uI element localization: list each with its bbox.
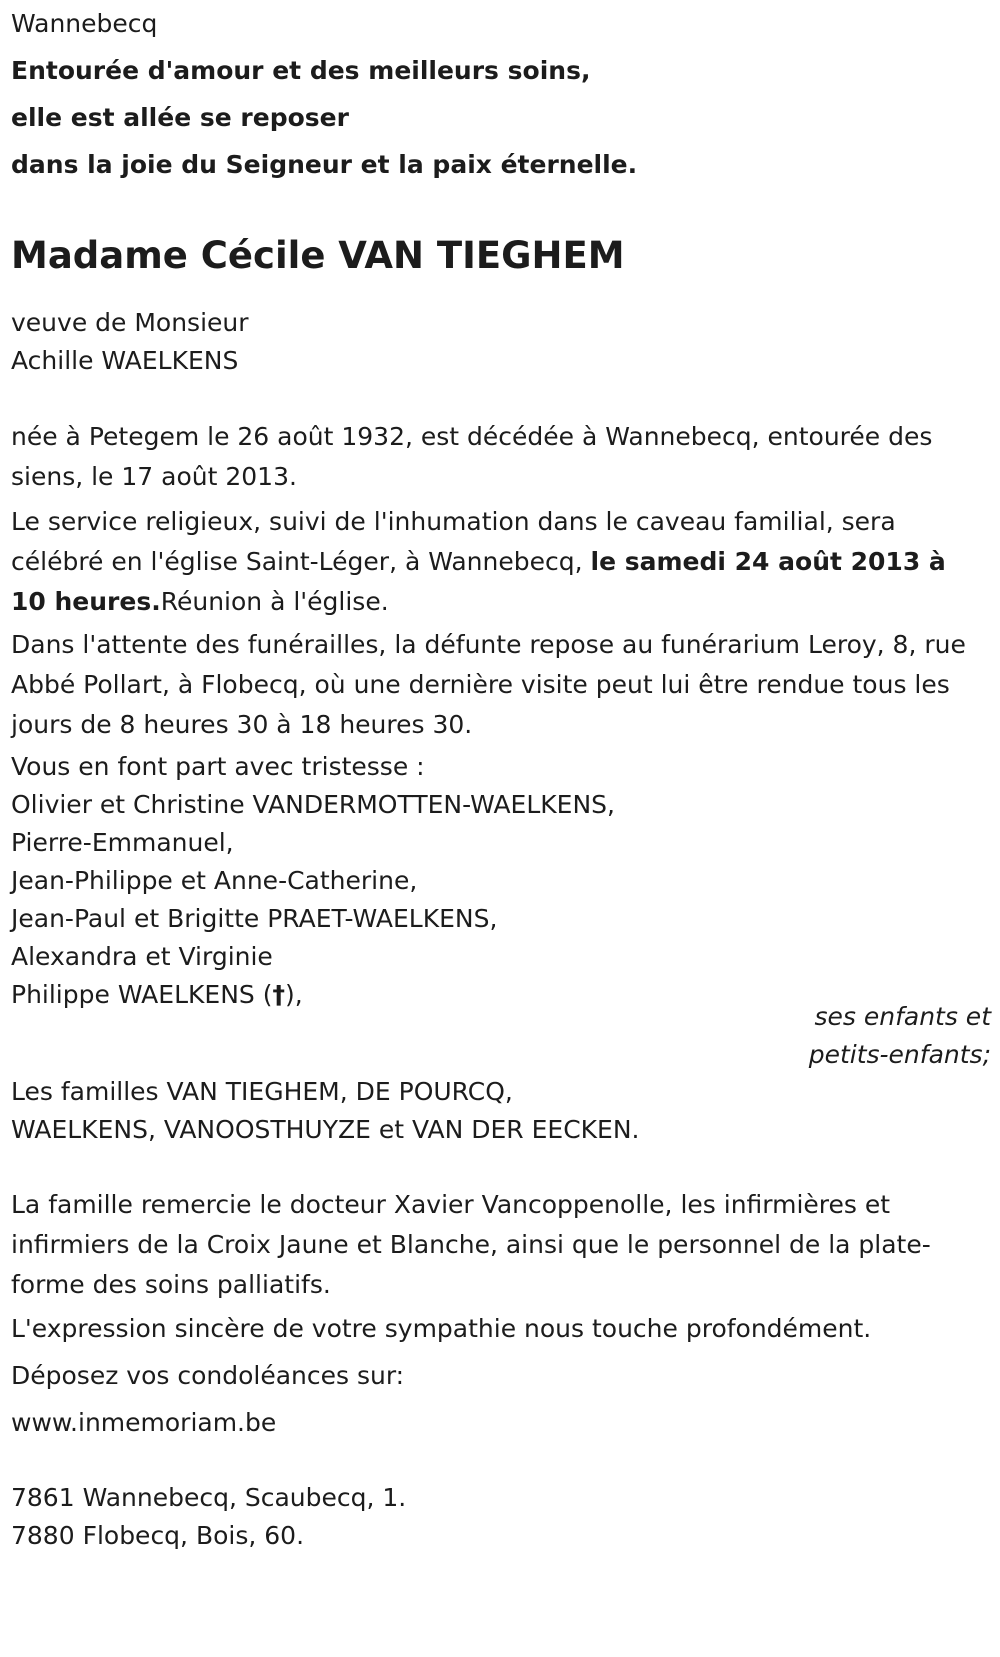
- spouse-line-1: veuve de Monsieur: [11, 308, 249, 337]
- sympathy-line: L'expression sincère de votre sympathie nous touche profondément.: [11, 1314, 872, 1343]
- role-line-1: ses enfants et: [814, 1002, 991, 1031]
- families-line-2: WAELKENS, VANOOSTHUYZE et VAN DER EECKEN.: [11, 1115, 640, 1144]
- service-date: le samedi 24 août 2013 à 10 heures.: [11, 547, 946, 616]
- location-header: Wannebecq: [11, 9, 158, 38]
- address-line-1: 7861 Wannebecq, Scaubecq, 1.: [11, 1483, 407, 1512]
- spouse-line-2: Achille WAELKENS: [11, 346, 239, 375]
- deceased-name: Madame Cécile VAN TIEGHEM: [11, 234, 625, 277]
- family-intro: Vous en font part avec tristesse :: [11, 752, 425, 781]
- condolences-label: Déposez vos condoléances sur:: [11, 1361, 405, 1390]
- website-link[interactable]: www.inmemoriam.be: [11, 1408, 277, 1437]
- families-line-1: Les familles VAN TIEGHEM, DE POURCQ,: [11, 1077, 513, 1106]
- address-line-2: 7880 Flobecq, Bois, 60.: [11, 1521, 305, 1550]
- role-line-2: petits-enfants;: [808, 1040, 991, 1069]
- poem-line-2: elle est allée se reposer: [11, 103, 349, 132]
- visit-paragraph: Dans l'attente des funérailles, la défunte repose au funérarium Leroy, 8, rue Abbé Pollart, à Flobecq, où une dernière visite peut lui être rendue tous les jours de 8 heures 30 à 18 heures 30.: [11, 630, 966, 739]
- family-member: Alexandra et Virginie: [11, 942, 273, 971]
- birth-death-paragraph: née à Petegem le 26 août 1932, est décédée à Wannebecq, entourée des siens, le 17 août 2013.: [11, 422, 933, 491]
- service-text: Le service religieux, suivi de l'inhumation dans le caveau familial, sera célébré en l'église Saint-Léger, à Wannebecq,: [11, 507, 896, 576]
- cross-icon: †: [272, 980, 285, 1009]
- service-paragraph: [11, 502, 971, 622]
- service-meeting: Réunion à l'église.: [160, 587, 389, 616]
- family-member: Jean-Philippe et Anne-Catherine,: [11, 866, 418, 895]
- family-member: Pierre-Emmanuel,: [11, 828, 234, 857]
- family-member-deceased: Philippe WAELKENS (†),: [11, 980, 303, 1009]
- thanks-paragraph: La famille remercie le docteur Xavier Vancoppenolle, les infirmières et infirmiers de la Croix Jaune et Blanche, ainsi que le personnel de la plate-forme des soins palliatifs.: [11, 1190, 931, 1299]
- poem-line-1: Entourée d'amour et des meilleurs soins,: [11, 56, 591, 85]
- poem-line-3: dans la joie du Seigneur et la paix éternelle.: [11, 150, 638, 179]
- family-member: Olivier et Christine VANDERMOTTEN-WAELKENS,: [11, 790, 615, 819]
- family-member: Jean-Paul et Brigitte PRAET-WAELKENS,: [11, 904, 498, 933]
